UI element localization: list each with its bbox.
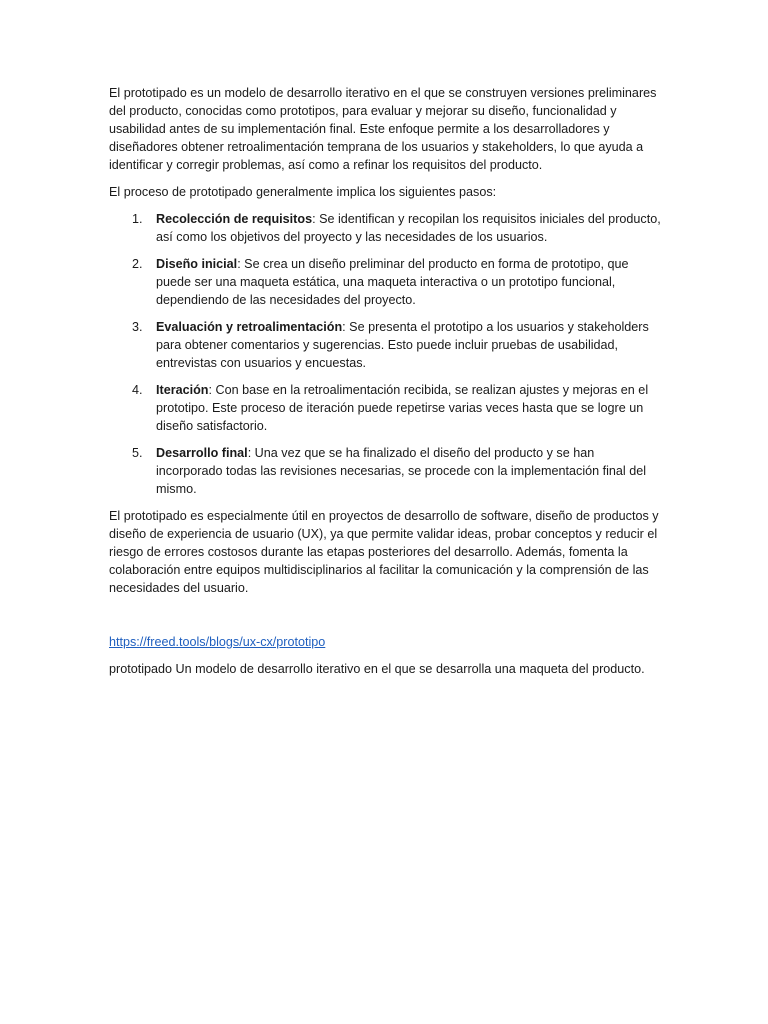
steps-list (109, 210, 661, 498)
source-link[interactable]: https://freed.tools/blogs/ux-cx/prototipo (109, 635, 326, 649)
steps-intro-paragraph: El proceso de prototipado generalmente implica los siguientes pasos: (109, 185, 497, 199)
intro-paragraph: El prototipado es un modelo de desarrollo iterativo en el que se construyen versiones preliminares del producto, conocidas como prototipos, para evaluar y mejorar su diseño, funcionalidad y usabilidad antes de su implementación final. Este enfoque permite a los desarrolladores y diseñadores obtener retroalimentación temprana de los usuarios y stakeholders, lo que ayuda a identificar y corregir problemas, así como a refinar los requisitos del producto. (109, 86, 657, 172)
step-number: 5. (132, 446, 143, 460)
step-text: : Se crea un diseño preliminar del producto en forma de prototipo, que puede ser una maqueta estática, una maqueta interactiva o un prototipo funcional, dependiendo de las necesidades del proyecto. (156, 257, 629, 307)
step-number: 4. (132, 383, 143, 397)
conclusion-paragraph: El prototipado es especialmente útil en proyectos de desarrollo de software, diseño de productos y diseño de experiencia de usuario (UX), ya que permite validar ideas, probar conceptos y reducir el riesgo de errores costosos durante las etapas posteriores del desarrollo. Además, fomenta la colaboración entre equipos multidisciplinarios al facilitar la comunicación y la comprensión de las necesidades del usuario. (109, 509, 659, 595)
step-number: 1. (132, 212, 143, 226)
step-title: Recolección de requisitos (156, 212, 313, 226)
step-title: Diseño inicial (156, 257, 238, 271)
list-item (109, 444, 661, 498)
step-title: Iteración (156, 383, 209, 397)
step-text: : Se identifican y recopilan los requisitos iniciales del producto, así como los objetivos del proyecto y las necesidades de los usuarios. (156, 212, 661, 244)
list-item (109, 210, 661, 246)
list-item (109, 381, 661, 435)
step-number: 2. (132, 257, 143, 271)
list-item (109, 318, 661, 372)
step-number: 3. (132, 320, 143, 334)
definition-paragraph: prototipado Un modelo de desarrollo iterativo en el que se desarrolla una maqueta del producto. (109, 662, 645, 676)
blank-line (109, 606, 661, 633)
step-text: : Con base en la retroalimentación recibida, se realizan ajustes y mejoras en el prototipo. Este proceso de iteración puede repetirse varias veces hasta que se logre un diseño satisfactorio. (156, 383, 649, 433)
step-text: : Se presenta el prototipo a los usuarios y stakeholders para obtener comentarios y sugerencias. Esto puede incluir pruebas de usabilidad, entrevistas con usuarios y encuestas. (156, 320, 649, 370)
step-title: Desarrollo final (156, 446, 248, 460)
step-title: Evaluación y retroalimentación (156, 320, 343, 334)
list-item (109, 255, 661, 309)
step-text: : Una vez que se ha finalizado el diseño del producto y se han incorporado todas las revisiones necesarias, se procede con la implementación final del mismo. (156, 446, 647, 496)
document-page (109, 84, 661, 687)
